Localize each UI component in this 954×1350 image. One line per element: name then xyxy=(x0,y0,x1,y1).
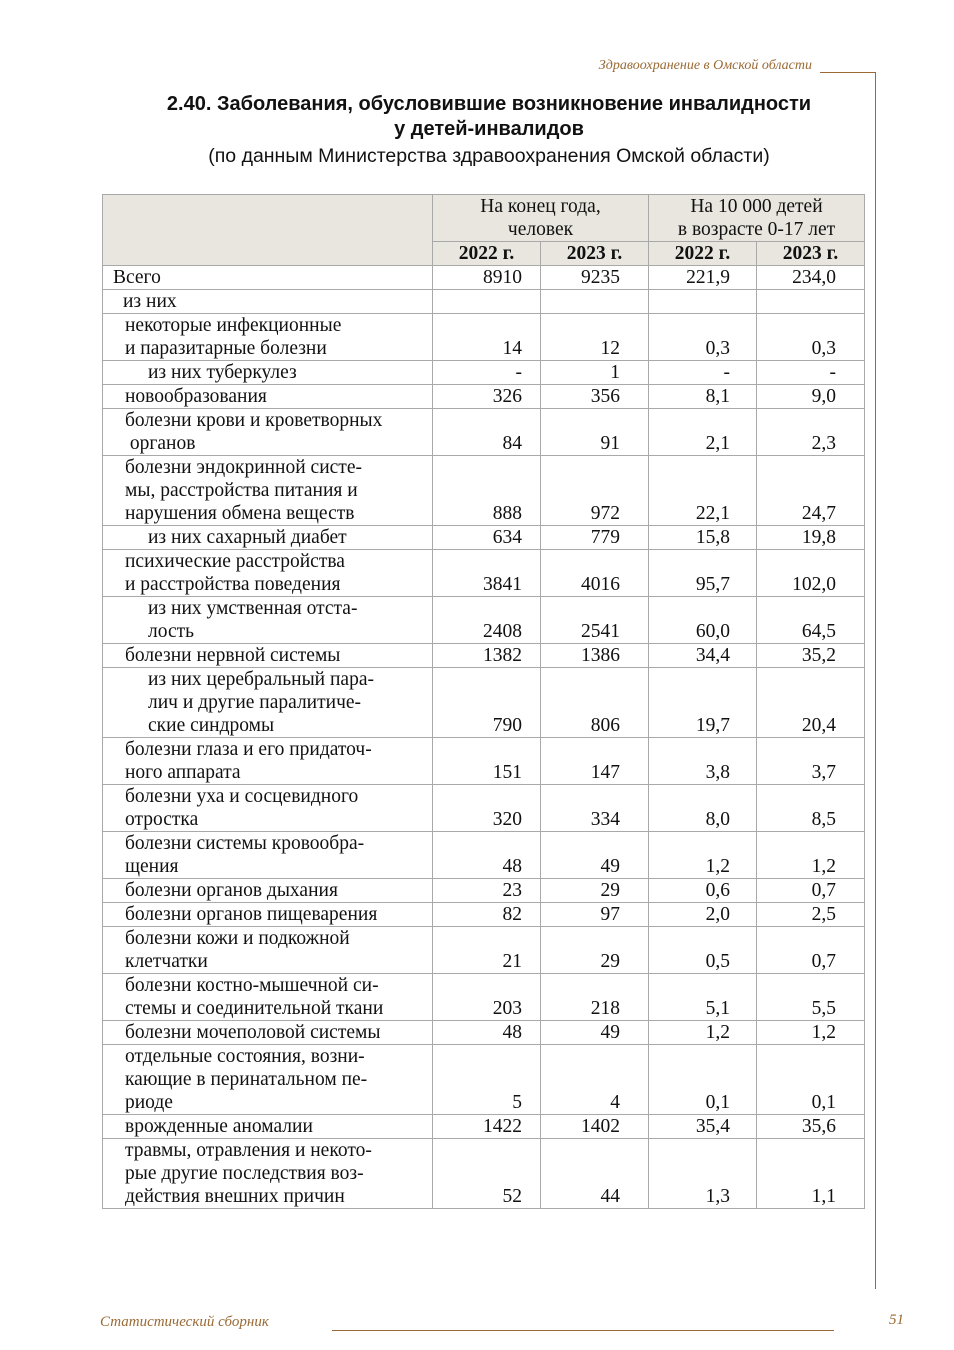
row-label-line: болезни кожи и подкожной xyxy=(125,928,350,949)
table-title xyxy=(100,92,878,142)
value-cell: 5,5 xyxy=(757,974,865,1021)
header-row-groups xyxy=(103,195,865,242)
value-cell: 15,8 xyxy=(649,526,757,550)
table-row xyxy=(103,832,865,879)
value-cell: 29 xyxy=(541,927,649,974)
table-row xyxy=(103,668,865,738)
row-label xyxy=(103,1115,433,1139)
value-cell: 60,0 xyxy=(649,597,757,644)
value-cell: - xyxy=(649,361,757,385)
value-cell: 972 xyxy=(541,456,649,526)
value-cell: - xyxy=(757,361,865,385)
row-label xyxy=(103,1139,433,1209)
row-label-line: нарушения обмена веществ xyxy=(125,503,355,524)
value-cell: 151 xyxy=(433,738,541,785)
value-cell: 8910 xyxy=(433,266,541,290)
value-cell: 1,2 xyxy=(757,1021,865,1045)
row-label-line: болезни органов пищеварения xyxy=(125,904,378,925)
value-cell: 0,7 xyxy=(757,879,865,903)
value-cell: 48 xyxy=(433,832,541,879)
table-subtitle: (по данным Министерства здравоохранения Омской области) xyxy=(208,145,770,167)
group-rate-line-1: На 10 000 детей xyxy=(690,196,823,217)
table-row xyxy=(103,785,865,832)
row-label xyxy=(103,597,433,644)
table-row xyxy=(103,927,865,974)
row-label xyxy=(103,361,433,385)
row-label-line: болезни системы кровообра- xyxy=(125,833,365,854)
value-cell: 95,7 xyxy=(649,550,757,597)
value-cell: 320 xyxy=(433,785,541,832)
value-cell: 1,1 xyxy=(757,1139,865,1209)
value-cell: 82 xyxy=(433,903,541,927)
footer-rule xyxy=(332,1330,834,1331)
value-cell: 5 xyxy=(433,1045,541,1115)
table-row xyxy=(103,526,865,550)
value-cell: 1,3 xyxy=(649,1139,757,1209)
table-row xyxy=(103,903,865,927)
value-cell: 19,8 xyxy=(757,526,865,550)
value-cell: 1386 xyxy=(541,644,649,668)
table-row xyxy=(103,266,865,290)
row-label-line: и расстройства поведения xyxy=(125,574,341,595)
row-label xyxy=(103,879,433,903)
table-row xyxy=(103,456,865,526)
row-label-line: органов xyxy=(125,433,196,454)
value-cell: 218 xyxy=(541,974,649,1021)
row-label-line: и паразитарные болезни xyxy=(125,338,327,359)
row-label xyxy=(103,1045,433,1115)
value-cell: 19,7 xyxy=(649,668,757,738)
value-cell: 0,3 xyxy=(757,314,865,361)
row-label xyxy=(103,927,433,974)
row-label-line: лич и другие паралитиче- xyxy=(148,692,362,713)
row-label-line: врожденные аномалии xyxy=(125,1116,313,1137)
row-label-line: болезни глаза и его придаточ- xyxy=(125,739,372,760)
value-cell: 1422 xyxy=(433,1115,541,1139)
value-cell: 35,6 xyxy=(757,1115,865,1139)
value-cell: 97 xyxy=(541,903,649,927)
value-cell: 14 xyxy=(433,314,541,361)
value-cell: 5,1 xyxy=(649,974,757,1021)
row-label-line: болезни костно-мышечной си- xyxy=(125,975,379,996)
table-row xyxy=(103,644,865,668)
value-cell: 8,1 xyxy=(649,385,757,409)
table-row xyxy=(103,314,865,361)
table-row xyxy=(103,1139,865,1209)
value-cell: 8,5 xyxy=(757,785,865,832)
group-rate-line-2: в возрасте 0-17 лет xyxy=(677,219,836,240)
row-label-line: болезни эндокринной систе- xyxy=(125,457,362,478)
value-cell: 23 xyxy=(433,879,541,903)
value-cell: 21 xyxy=(433,927,541,974)
value-cell: 35,2 xyxy=(757,644,865,668)
row-label-line: мы, расстройства питания и xyxy=(125,480,358,501)
year-header: 2022 г. xyxy=(433,242,541,266)
header-blank-cell xyxy=(103,195,433,266)
row-label xyxy=(103,526,433,550)
value-cell: 3,7 xyxy=(757,738,865,785)
row-label-line: риоде xyxy=(125,1092,173,1113)
value-cell: 48 xyxy=(433,1021,541,1045)
value-cell: 147 xyxy=(541,738,649,785)
row-label-line: болезни нервной системы xyxy=(125,645,341,666)
value-cell: 9235 xyxy=(541,266,649,290)
row-label-line: лость xyxy=(148,621,195,642)
table-row xyxy=(103,879,865,903)
row-label-line: кающие в перинатальном пе- xyxy=(125,1069,368,1090)
table-row xyxy=(103,385,865,409)
value-cell: 790 xyxy=(433,668,541,738)
value-cell: 0,1 xyxy=(649,1045,757,1115)
table-row xyxy=(103,1045,865,1115)
page-border-rule xyxy=(875,72,876,1289)
value-cell: 888 xyxy=(433,456,541,526)
row-label-line: действия внешних причин xyxy=(125,1186,345,1207)
running-header: Здравоохранение в Омской области xyxy=(598,58,812,73)
table-row xyxy=(103,974,865,1021)
value-cell: 84 xyxy=(433,409,541,456)
table-row xyxy=(103,409,865,456)
value-cell: 3841 xyxy=(433,550,541,597)
value-cell: 779 xyxy=(541,526,649,550)
value-cell: 49 xyxy=(541,1021,649,1045)
value-cell: 44 xyxy=(541,1139,649,1209)
row-label-line: из них туберкулез xyxy=(148,362,297,383)
value-cell xyxy=(433,290,541,314)
row-label-line: рые другие последствия воз- xyxy=(125,1163,364,1184)
row-label xyxy=(103,409,433,456)
value-cell: 334 xyxy=(541,785,649,832)
value-cell: 2,0 xyxy=(649,903,757,927)
row-label xyxy=(103,644,433,668)
value-cell: 0,5 xyxy=(649,927,757,974)
value-cell: 0,7 xyxy=(757,927,865,974)
value-cell: 326 xyxy=(433,385,541,409)
row-label xyxy=(103,266,433,290)
footer-collection-title: Статистический сборник xyxy=(100,1314,269,1330)
value-cell: 0,3 xyxy=(649,314,757,361)
value-cell: 2,5 xyxy=(757,903,865,927)
value-cell: 806 xyxy=(541,668,649,738)
value-cell: 12 xyxy=(541,314,649,361)
value-cell: 0,6 xyxy=(649,879,757,903)
value-cell: 4 xyxy=(541,1045,649,1115)
row-label-line: болезни уха и сосцевидного xyxy=(125,786,359,807)
value-cell xyxy=(757,290,865,314)
row-label xyxy=(103,385,433,409)
row-label-line: стемы и соединительной ткани xyxy=(125,998,384,1019)
value-cell: 2408 xyxy=(433,597,541,644)
row-label-line: ские синдромы xyxy=(148,715,275,736)
row-label-line: отдельные состояния, возни- xyxy=(125,1046,365,1067)
row-label-line: из них умственная отста- xyxy=(148,598,358,619)
value-cell: 22,1 xyxy=(649,456,757,526)
row-label xyxy=(103,668,433,738)
row-label xyxy=(103,550,433,597)
value-cell: 4016 xyxy=(541,550,649,597)
row-label-line: ного аппарата xyxy=(125,762,241,783)
value-cell: 1382 xyxy=(433,644,541,668)
header-group-persons xyxy=(433,195,649,242)
value-cell xyxy=(649,290,757,314)
row-label xyxy=(103,1021,433,1045)
row-label-line: болезни мочеполовой системы xyxy=(125,1022,381,1043)
row-label-line: отростка xyxy=(125,809,199,830)
header-rule xyxy=(820,72,876,73)
row-label xyxy=(103,290,433,314)
row-label-line: болезни органов дыхания xyxy=(125,880,338,901)
row-label-line: из них церебральный пара- xyxy=(148,669,374,690)
disability-causes-table xyxy=(102,194,865,1209)
year-header: 2023 г. xyxy=(757,242,865,266)
row-label-line: Всего xyxy=(113,267,161,288)
row-label xyxy=(103,832,433,879)
year-header: 2022 г. xyxy=(649,242,757,266)
row-label-line: новообразования xyxy=(125,386,267,407)
value-cell: 1 xyxy=(541,361,649,385)
row-label-line: травмы, отравления и некото- xyxy=(125,1140,372,1161)
title-line-1: 2.40. Заболевания, обусловившие возникновение инвалидности xyxy=(166,93,812,115)
value-cell: 1,2 xyxy=(649,832,757,879)
row-label xyxy=(103,456,433,526)
header-group-per-10000 xyxy=(649,195,865,242)
table-row xyxy=(103,738,865,785)
value-cell: 35,4 xyxy=(649,1115,757,1139)
row-label-line: болезни крови и кроветворных xyxy=(125,410,383,431)
value-cell: 203 xyxy=(433,974,541,1021)
table-row xyxy=(103,597,865,644)
row-label-line: некоторые инфекционные xyxy=(125,315,342,336)
value-cell: 64,5 xyxy=(757,597,865,644)
row-label-line: из них сахарный диабет xyxy=(148,527,347,548)
value-cell: 234,0 xyxy=(757,266,865,290)
value-cell xyxy=(541,290,649,314)
value-cell: 356 xyxy=(541,385,649,409)
table-row xyxy=(103,1115,865,1139)
value-cell: 34,4 xyxy=(649,644,757,668)
value-cell: 3,8 xyxy=(649,738,757,785)
value-cell: 2541 xyxy=(541,597,649,644)
value-cell: 1,2 xyxy=(757,832,865,879)
value-cell: - xyxy=(433,361,541,385)
group-persons-line-2: человек xyxy=(507,219,574,240)
value-cell: 1402 xyxy=(541,1115,649,1139)
row-label-line: из них xyxy=(123,291,177,312)
row-label xyxy=(103,314,433,361)
year-header: 2023 г. xyxy=(541,242,649,266)
value-cell: 29 xyxy=(541,879,649,903)
row-label xyxy=(103,785,433,832)
value-cell: 221,9 xyxy=(649,266,757,290)
value-cell: 20,4 xyxy=(757,668,865,738)
value-cell: 49 xyxy=(541,832,649,879)
table-row xyxy=(103,290,865,314)
page-number: 51 xyxy=(889,1312,904,1328)
value-cell: 1,2 xyxy=(649,1021,757,1045)
table-row xyxy=(103,361,865,385)
value-cell: 2,3 xyxy=(757,409,865,456)
value-cell: 102,0 xyxy=(757,550,865,597)
table-row xyxy=(103,550,865,597)
row-label xyxy=(103,903,433,927)
row-label-line: психические расстройства xyxy=(125,551,345,572)
title-line-2: у детей-инвалидов xyxy=(394,118,584,140)
row-label-line: клетчатки xyxy=(125,951,208,972)
group-persons-line-1: На конец года, xyxy=(480,196,601,217)
value-cell: 52 xyxy=(433,1139,541,1209)
value-cell: 634 xyxy=(433,526,541,550)
value-cell: 2,1 xyxy=(649,409,757,456)
value-cell: 0,1 xyxy=(757,1045,865,1115)
table-row xyxy=(103,1021,865,1045)
value-cell: 91 xyxy=(541,409,649,456)
row-label xyxy=(103,738,433,785)
row-label-line: щения xyxy=(125,856,179,877)
value-cell: 8,0 xyxy=(649,785,757,832)
row-label xyxy=(103,974,433,1021)
value-cell: 9,0 xyxy=(757,385,865,409)
value-cell: 24,7 xyxy=(757,456,865,526)
